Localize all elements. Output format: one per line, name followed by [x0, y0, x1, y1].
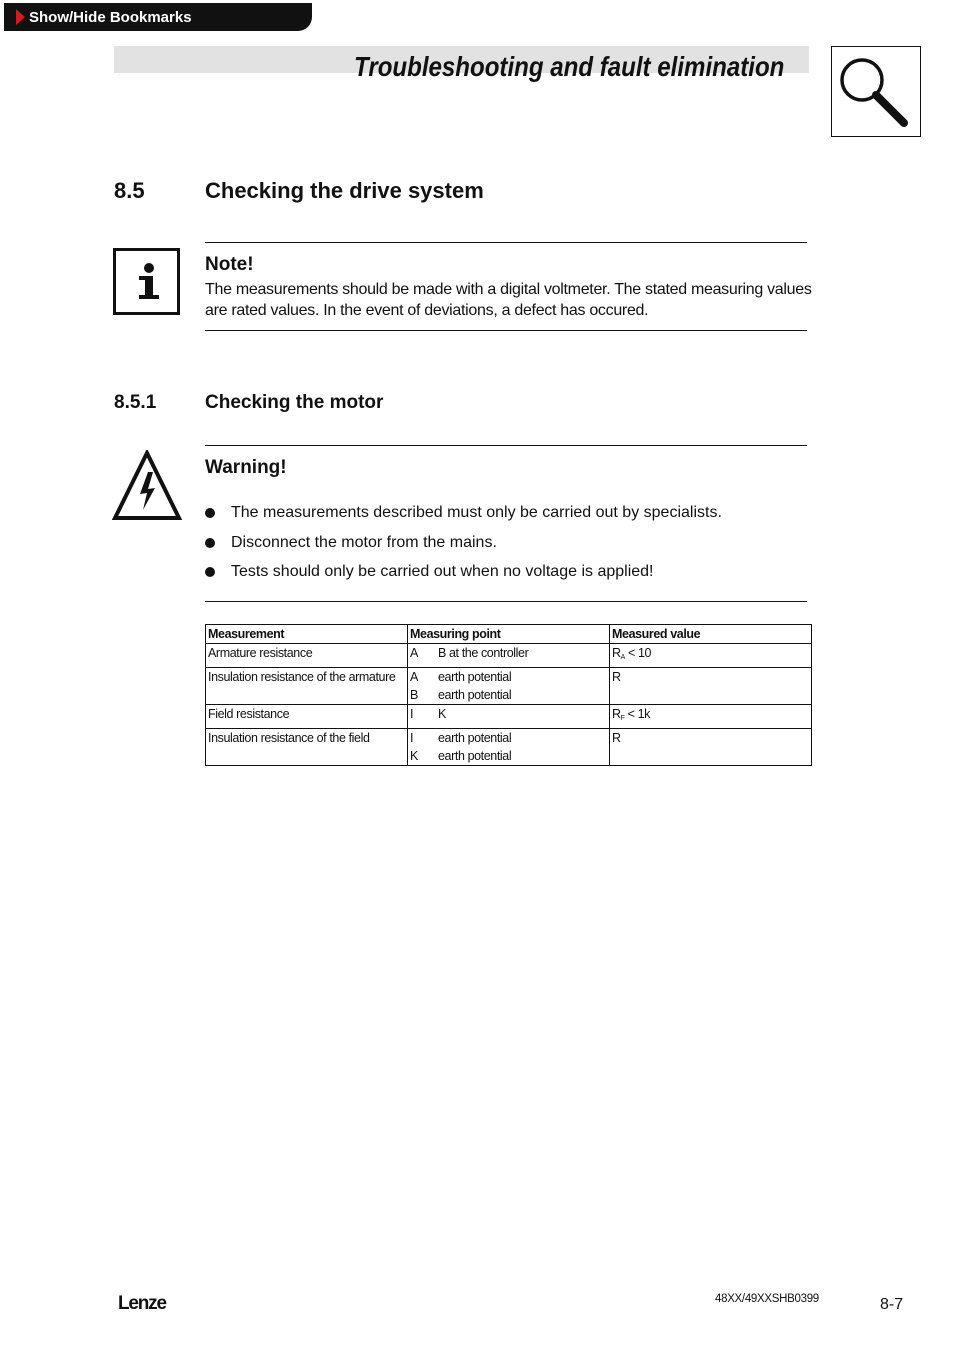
measuring-point-cell: A earth potential B earth potential	[408, 668, 610, 705]
note-bottom-rule	[205, 330, 807, 331]
chapter-title: Troubleshooting and fault elimination	[353, 51, 784, 82]
bookmark-arrow-icon	[16, 9, 25, 25]
measurement-cell: Armature resistance	[206, 644, 408, 668]
table-header-row	[206, 625, 812, 644]
motor-measurement-table	[205, 624, 812, 766]
table-row	[206, 644, 812, 668]
info-icon	[113, 248, 180, 315]
high-voltage-warning-icon	[112, 450, 182, 527]
show-hide-bookmarks-button[interactable]	[4, 3, 312, 31]
warning-item: Tests should only be carried out when no voltage is applied!	[205, 563, 653, 581]
note-text: The measurements should be made with a digital voltmeter. The stated measuring values are rated values. In the event of deviations, a defect has occured.	[205, 281, 812, 319]
bullet-icon	[205, 567, 215, 577]
magnifier-icon	[831, 46, 921, 137]
table-row	[206, 729, 812, 766]
column-header-measuring-point: Measuring point	[408, 625, 610, 644]
measuring-point-cell: I K	[408, 705, 610, 729]
measured-value-cell: R	[610, 668, 812, 705]
warning-top-rule	[205, 445, 807, 446]
warning-item: Disconnect the motor from the mains.	[205, 534, 497, 552]
measurement-cell: Insulation resistance of the armature	[206, 668, 408, 705]
show-hide-bookmarks-label: Show/Hide Bookmarks	[29, 8, 192, 26]
bullet-icon	[205, 508, 215, 518]
measuring-point-cell: I earth potential K earth potential	[408, 729, 610, 766]
table-row	[206, 705, 812, 729]
column-header-measurement: Measurement	[206, 625, 408, 644]
column-header-measured-value: Measured value	[610, 625, 812, 644]
measuring-point-cell: A B at the controller	[408, 644, 610, 668]
section-number: 8.5	[114, 178, 145, 203]
note-title: Note!	[205, 254, 254, 275]
subsection-number: 8.5.1	[114, 392, 157, 413]
section-title: Checking the drive system	[205, 178, 484, 203]
measured-value-cell: R	[610, 729, 812, 766]
page-number: 8-7	[880, 1296, 904, 1313]
subsection-title: Checking the motor	[205, 392, 384, 413]
document-id: 48XX/49XXSHB0399	[715, 1293, 819, 1305]
warning-title: Warning!	[205, 457, 287, 478]
bullet-icon	[205, 538, 215, 548]
note-top-rule	[205, 242, 807, 243]
measured-value-cell: $R_F < 1k$	[610, 705, 812, 729]
measurement-cell: Insulation resistance of the field	[206, 729, 408, 766]
lenze-logo: Lenze	[118, 1293, 166, 1314]
warning-item: The measurements described must only be carried out by specialists.	[205, 504, 722, 522]
table-row	[206, 668, 812, 705]
measured-value-cell: $R_A < 10$	[610, 644, 812, 668]
measurement-cell: Field resistance	[206, 705, 408, 729]
warning-bottom-rule	[205, 601, 807, 602]
